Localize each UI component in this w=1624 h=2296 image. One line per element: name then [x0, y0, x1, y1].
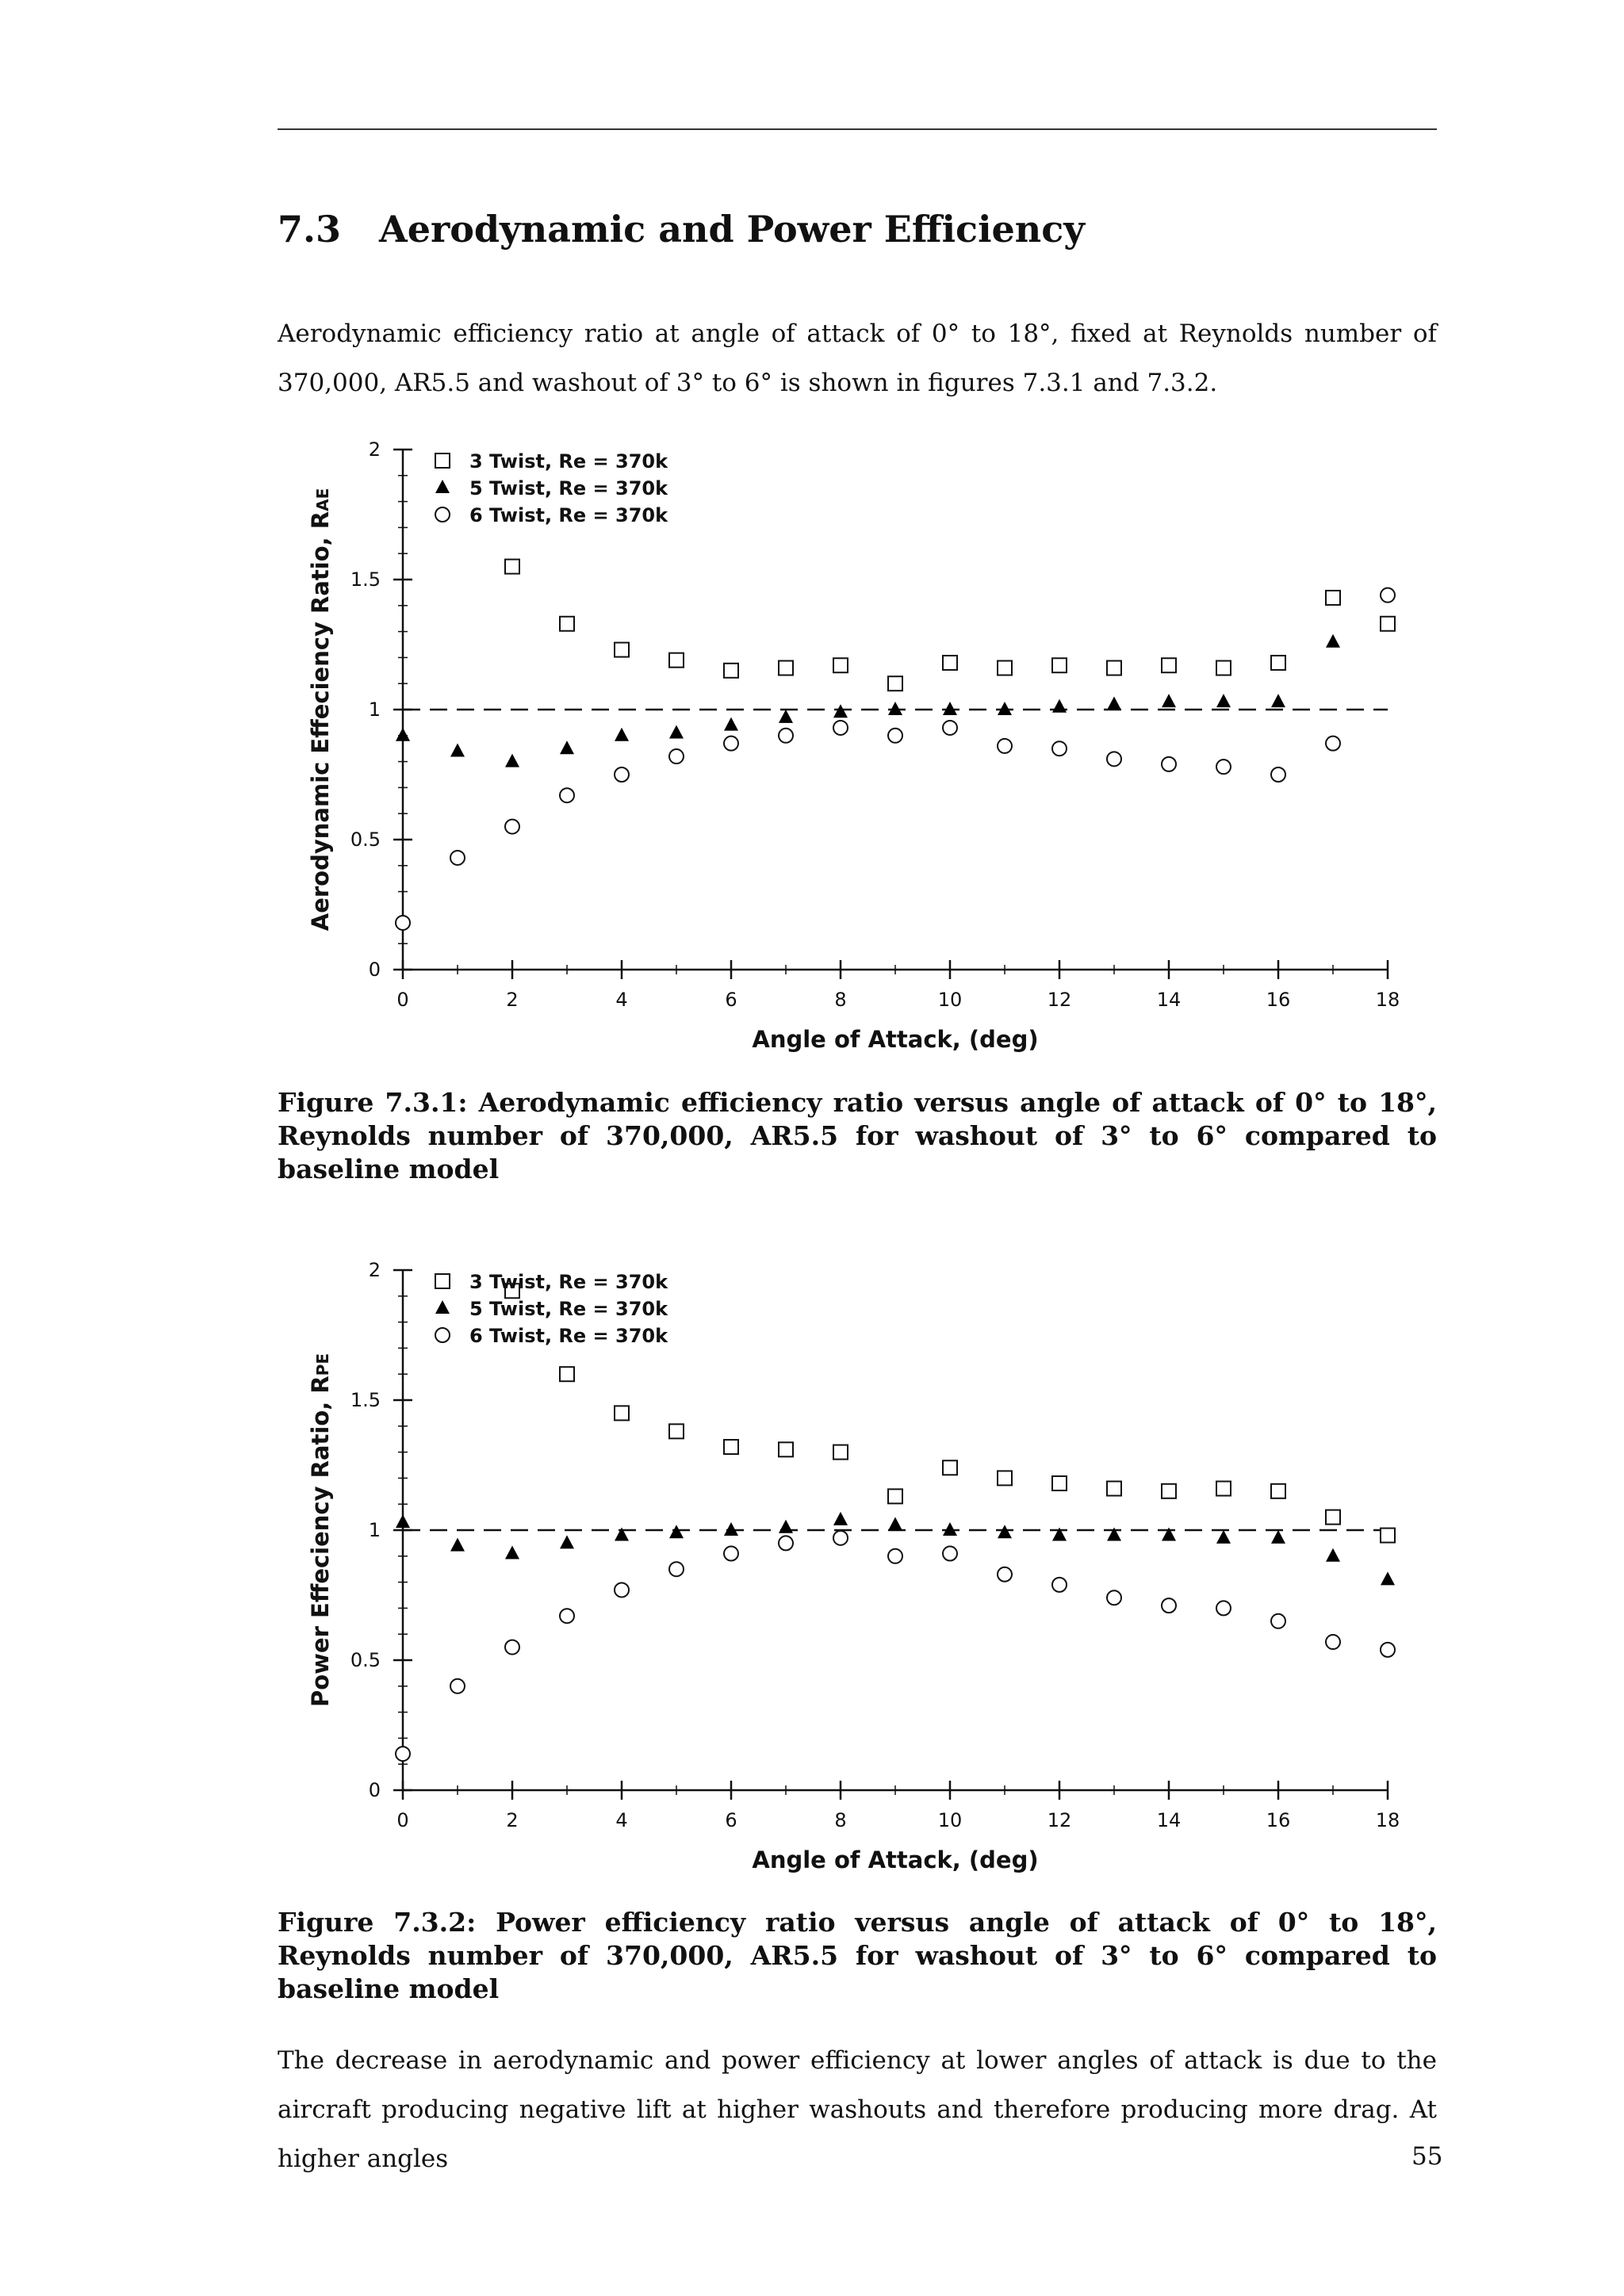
data-point-circle	[1216, 760, 1231, 774]
aerodynamic-efficiency-chart	[301, 432, 1411, 1058]
data-point-square	[888, 676, 902, 691]
figure-caption-2: Figure 7.3.2: Power efficiency ratio versus angle of attack of 0° to 18°, Reynolds number of 370,000, AR5.5 for washout of 3° to 6° compared to baseline model	[278, 1907, 1437, 2004]
x-axis-title: Angle of Attack, (deg)	[752, 1026, 1039, 1053]
x-tick-label: 14	[1156, 989, 1182, 1011]
data-point-triangle	[779, 1520, 793, 1533]
x-tick-label: 0	[396, 989, 409, 1011]
data-point-triangle	[998, 1525, 1012, 1538]
data-point-square	[833, 658, 848, 672]
y-tick-label: 1.5	[350, 568, 381, 591]
data-point-square	[505, 560, 519, 574]
data-point-triangle	[1216, 1530, 1231, 1544]
data-point-circle	[1381, 1643, 1395, 1657]
data-point-circle	[560, 788, 574, 802]
data-point-circle	[450, 851, 465, 865]
data-point-circle	[669, 1562, 684, 1576]
data-point-square	[1162, 658, 1176, 672]
data-point-square	[1271, 1484, 1285, 1498]
y-tick-label: 0.5	[350, 828, 381, 851]
data-point-circle	[615, 1582, 629, 1597]
data-point-square	[615, 1406, 629, 1420]
y-tick-label: 2	[368, 1259, 381, 1281]
data-point-square	[1381, 617, 1395, 631]
data-point-triangle	[1216, 694, 1231, 707]
data-point-circle	[505, 1640, 519, 1655]
data-point-square	[1107, 661, 1121, 675]
data-point-square	[615, 643, 629, 657]
data-point-circle	[1107, 752, 1121, 766]
x-tick-label: 10	[937, 989, 963, 1011]
data-point-circle	[1271, 1614, 1285, 1628]
x-axis-title: Angle of Attack, (deg)	[752, 1846, 1039, 1873]
x-tick-label: 0	[396, 1809, 409, 1831]
data-point-circle	[1216, 1601, 1231, 1615]
data-point-circle	[724, 1547, 738, 1561]
page-number: 55	[1411, 2142, 1443, 2171]
data-point-square	[1326, 1510, 1340, 1525]
intro-paragraph	[278, 309, 1437, 408]
data-point-triangle	[724, 1522, 738, 1536]
y-axis-title: Power Effeciency Ratio, RPE	[307, 1353, 334, 1708]
data-point-circle	[396, 916, 410, 930]
legend-marker-circle	[435, 507, 450, 522]
data-point-triangle	[1271, 694, 1285, 707]
x-tick-label: 6	[725, 1809, 737, 1831]
data-point-square	[1052, 658, 1067, 672]
data-point-circle	[1162, 1598, 1176, 1613]
data-point-triangle	[505, 754, 519, 767]
data-point-triangle	[615, 728, 629, 741]
data-point-circle	[943, 721, 957, 735]
y-tick-label: 0	[368, 1779, 381, 1801]
data-point-square	[1107, 1482, 1121, 1496]
data-point-circle	[724, 737, 738, 751]
data-point-circle	[888, 729, 902, 743]
data-point-circle	[1381, 588, 1395, 603]
data-point-square	[998, 1471, 1012, 1485]
data-point-square	[669, 653, 684, 668]
legend-label: 3 Twist, Re = 370k	[469, 1271, 668, 1293]
data-point-square	[779, 661, 793, 675]
x-tick-label: 8	[834, 989, 847, 1011]
data-point-square	[943, 1460, 957, 1475]
data-point-circle	[396, 1747, 410, 1761]
y-tick-label: 1.5	[350, 1389, 381, 1411]
data-point-triangle	[1107, 696, 1121, 710]
data-point-square	[560, 617, 574, 631]
data-point-circle	[615, 767, 629, 782]
data-point-triangle	[1326, 1548, 1340, 1562]
data-point-triangle	[943, 702, 957, 715]
data-point-triangle	[1271, 1530, 1285, 1544]
x-tick-label: 12	[1047, 1809, 1072, 1831]
data-point-square	[724, 1440, 738, 1454]
data-point-square	[1216, 1482, 1231, 1496]
x-tick-label: 18	[1375, 1809, 1400, 1831]
data-point-triangle	[998, 702, 1012, 715]
data-point-circle	[1326, 737, 1340, 751]
x-tick-label: 4	[615, 1809, 628, 1831]
data-point-triangle	[669, 1525, 684, 1538]
data-point-circle	[1052, 741, 1067, 756]
data-point-circle	[998, 1567, 1012, 1582]
y-tick-label: 0.5	[350, 1649, 381, 1671]
data-point-triangle	[450, 1538, 465, 1552]
x-tick-label: 10	[937, 1809, 963, 1831]
y-tick-label: 1	[368, 698, 381, 721]
legend-marker-triangle	[435, 480, 450, 493]
x-tick-label: 12	[1047, 989, 1072, 1011]
legend-marker-circle	[435, 1328, 450, 1342]
legend-marker-square	[435, 1274, 450, 1288]
data-point-square	[1326, 591, 1340, 605]
data-point-triangle	[396, 1514, 410, 1528]
data-point-square	[1271, 656, 1285, 670]
data-point-triangle	[888, 1517, 902, 1530]
data-point-triangle	[888, 702, 902, 715]
data-point-square	[1216, 661, 1231, 675]
y-axis-title-subscript: AE	[313, 488, 332, 511]
y-axis-title: Aerodynamic Effeciency Ratio, RAE	[307, 488, 334, 932]
data-point-triangle	[450, 743, 465, 756]
x-tick-label: 18	[1375, 989, 1400, 1011]
y-tick-label: 2	[368, 438, 381, 461]
data-point-triangle	[669, 725, 684, 739]
section-heading	[278, 208, 1085, 251]
data-point-circle	[998, 739, 1012, 753]
x-tick-label: 2	[506, 1809, 519, 1831]
data-point-triangle	[1381, 1571, 1395, 1585]
data-point-circle	[779, 1536, 793, 1550]
data-point-circle	[1271, 767, 1285, 782]
data-point-triangle	[943, 1522, 957, 1536]
data-point-circle	[779, 729, 793, 743]
data-point-square	[998, 661, 1012, 675]
legend-label: 5 Twist, Re = 370k	[469, 477, 668, 499]
data-point-circle	[833, 1531, 848, 1545]
data-point-square	[1052, 1476, 1067, 1490]
x-tick-label: 16	[1266, 989, 1291, 1011]
x-tick-label: 16	[1266, 1809, 1291, 1831]
data-point-square	[560, 1367, 574, 1381]
data-point-square	[888, 1489, 902, 1503]
data-point-triangle	[779, 710, 793, 723]
data-point-triangle	[1052, 699, 1067, 713]
legend-label: 6 Twist, Re = 370k	[469, 504, 668, 526]
data-point-triangle	[1162, 694, 1176, 707]
data-point-square	[779, 1442, 793, 1456]
data-point-square	[1162, 1484, 1176, 1498]
data-point-circle	[560, 1609, 574, 1623]
section-title: Aerodynamic and Power Efficiency	[379, 208, 1085, 251]
data-point-square	[833, 1445, 848, 1460]
x-tick-label: 2	[506, 989, 519, 1011]
data-point-square	[943, 656, 957, 670]
data-point-triangle	[505, 1546, 519, 1559]
legend-label: 5 Twist, Re = 370k	[469, 1298, 668, 1320]
data-point-circle	[888, 1549, 902, 1563]
y-tick-label: 0	[368, 959, 381, 981]
data-point-circle	[1162, 757, 1176, 771]
data-point-circle	[1052, 1578, 1067, 1592]
y-axis-title-subscript: PE	[313, 1353, 332, 1376]
legend-label: 3 Twist, Re = 370k	[469, 450, 668, 473]
legend-marker-square	[435, 453, 450, 468]
data-point-circle	[1326, 1635, 1340, 1649]
power-efficiency-chart	[301, 1253, 1411, 1879]
data-point-square	[724, 664, 738, 678]
data-point-triangle	[560, 1535, 574, 1548]
data-point-triangle	[833, 704, 848, 718]
data-point-triangle	[833, 1512, 848, 1525]
legend-marker-triangle	[435, 1300, 450, 1314]
intro-text: Aerodynamic efficiency ratio at angle of attack of 0° to 18°, fixed at Reynolds number of 370,000, AR5.5 and washout of 3° to 6° is shown in figures 7.3.1 and 7.3.2.	[278, 320, 1437, 397]
closing-paragraph	[278, 2036, 1437, 2183]
data-point-circle	[833, 721, 848, 735]
header-rule	[278, 128, 1437, 130]
data-point-triangle	[724, 718, 738, 731]
closing-text: The decrease in aerodynamic and power efficiency at lower angles of attack is due to the aircraft producing negative lift at higher washouts and therefore producing more drag. At higher angles	[278, 2046, 1437, 2173]
data-point-square	[669, 1424, 684, 1438]
data-point-circle	[669, 749, 684, 763]
section-number: 7.3	[278, 208, 342, 251]
x-tick-label: 4	[615, 989, 628, 1011]
y-tick-label: 1	[368, 1519, 381, 1541]
data-point-triangle	[560, 740, 574, 754]
x-tick-label: 8	[834, 1809, 847, 1831]
data-point-circle	[1107, 1590, 1121, 1605]
data-point-triangle	[396, 728, 410, 741]
x-tick-label: 14	[1156, 1809, 1182, 1831]
legend-label: 6 Twist, Re = 370k	[469, 1325, 668, 1347]
data-point-triangle	[1326, 634, 1340, 648]
data-point-circle	[943, 1547, 957, 1561]
data-point-circle	[505, 820, 519, 834]
data-point-circle	[450, 1679, 465, 1693]
x-tick-label: 6	[725, 989, 737, 1011]
figure-caption-1: Figure 7.3.1: Aerodynamic efficiency ratio versus angle of attack of 0° to 18°, Reynolds number of 370,000, AR5.5 for washout of 3° to 6° compared to baseline model	[278, 1087, 1437, 1184]
data-point-square	[1381, 1529, 1395, 1543]
